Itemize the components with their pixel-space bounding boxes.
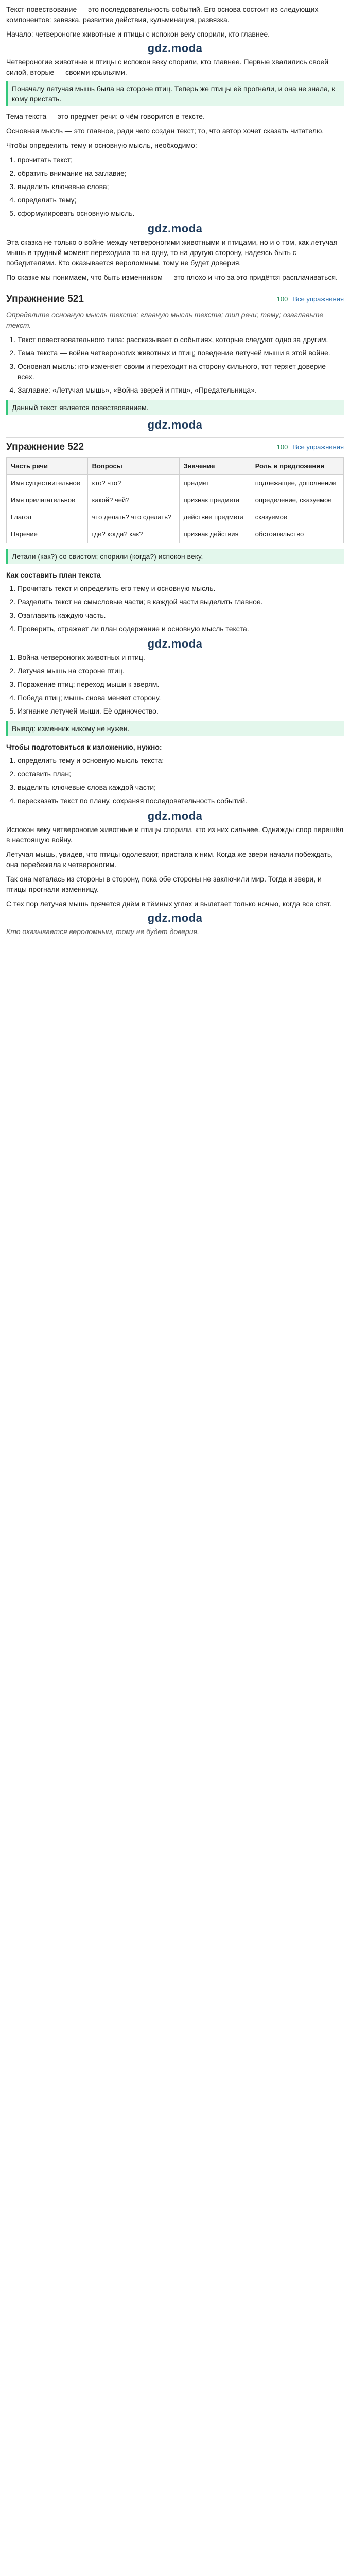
intro-paragraph: Текст-повествование — это последовательность событий. Его основа состоит из следующих компонентов: завязка, развитие действия, кульминация, развязка. [6,5,319,24]
table-cell: подлежащее, дополнение [251,475,343,492]
table-cell: кто? что? [87,475,179,492]
retell-label: Чтобы подготовиться к изложению, нужно: [6,743,162,751]
body-paragraph: Эта сказка не только о войне между четвероногими животными и птицами, но и о том, как летучая мышь в трудный момент переходила то на одну, то на другую сторону, надеясь быть с победителями. Кто оказывается вероломным, тому не будет доверия. [6,238,338,267]
watermark-logo: gdz.moda [147,42,203,55]
list-item: 3. выделить ключевые слова каждой части; [18,782,344,792]
intro-paragraph: Четвероногие животные и птицы с испокон веку спорили, кто главнее. Первые хвалились своей силой, вторые — своими крыльями. [6,58,329,76]
page [0,0,350,945]
list-item: 4. Заглавие: «Летучая мышь», «Война зверей и птиц», «Предательница». [18,385,344,395]
list-item: 1. определить тему и основную мысль текста; [18,755,344,766]
table-row [7,509,344,526]
column-header: Значение [179,458,251,475]
list-item: 2. обратить внимание на заглавие; [18,168,344,178]
steps-label: Чтобы определить тему и основную мысль, необходимо: [6,141,197,149]
like-count: 100 [276,295,288,303]
column-header: Роль в предложении [251,458,343,475]
list-item: 3. Поражение птиц; переход мыши к зверям. [18,679,344,689]
steps-list [6,155,344,218]
list-item: 2. Разделить текст на смысловые части; в каждой части выделить главное. [18,597,344,607]
table-cell: определение, сказуемое [251,492,343,509]
list-item: 5. Изгнание летучей мыши. Её одиночество. [18,706,344,716]
parts-of-speech-table [6,457,344,543]
list-item: 4. Победа птиц; мышь снова меняет сторону. [18,692,344,703]
retell-steps-list [6,755,344,806]
intro-paragraph: Начало: четвероногие животные и птицы с испокон веку спорили, кто главнее. [6,30,270,38]
exercise-task: Определите основную мысль текста; главную мысль текста; тип речи; тему; озаглавьте текст. [6,311,324,329]
table-row [7,475,344,492]
table-row [7,526,344,543]
highlight-box: Поначалу летучая мышь была на стороне птиц. Теперь же птицы её прогнали, и она не знала, к кому пристать. [6,81,344,106]
all-exercises-link[interactable]: Все упражнения [293,443,344,451]
table-cell: Имя существительное [7,475,88,492]
story-paragraph: Летучая мышь, увидев, что птицы одолевают, пристала к ним. Когда же звери начали побеждать, она перебежала к четвероногим. [6,850,334,869]
list-item: 1. Прочитать текст и определить его тему и основную мысль. [18,583,344,594]
main-idea-definition: Основная мысль — это главное, ради чего создан текст; то, что автор хочет сказать читателю. [6,127,324,135]
table-cell: где? когда? как? [87,526,179,543]
table-cell: что делать? что сделать? [87,509,179,526]
highlight-box: Летали (как?) со свистом; спорили (когда?) испокон веку. [6,549,344,564]
list-item: 3. Основная мысль: кто изменяет своим и переходит на сторону сильного, тот теряет доверие всех. [18,361,344,382]
table-header-row [7,458,344,475]
exercise-header [6,290,344,304]
exercise-meta [277,294,344,304]
exercise-title: Упражнение 521 [6,294,84,304]
list-item: 1. прочитать текст; [18,155,344,165]
table-cell: Имя прилагательное [7,492,88,509]
watermark-logo: gdz.moda [147,809,203,822]
list-item: 3. выделить ключевые слова; [18,181,344,192]
story-paragraph: Так она металась из стороны в сторону, пока обе стороны не заключили мир. Тогда и звери, и птицы прогнали изменницу. [6,875,322,893]
table-cell: Наречие [7,526,88,543]
table-cell: обстоятельство [251,526,343,543]
table-cell: признак действия [179,526,251,543]
highlight-box: Вывод: изменник никому не нужен. [6,721,344,736]
column-header: Часть речи [7,458,88,475]
table-cell: признак предмета [179,492,251,509]
watermark-logo: gdz.moda [147,637,203,650]
table-row [7,492,344,509]
body-paragraph: По сказке мы понимаем, что быть изменником — это плохо и что за это придётся расплачиваться. [6,273,338,281]
watermark-logo: gdz.moda [147,911,203,924]
story-paragraph: Испокон веку четвероногие животные и птицы спорили, кто из них сильнее. Однажды спор перешёл в настоящую войну. [6,825,344,844]
highlight-box: Данный текст является повествованием. [6,400,344,415]
list-item: 1. Текст повествовательного типа: рассказывает о событиях, которые следуют одно за другим. [18,334,344,345]
table-cell: действие предмета [179,509,251,526]
exercise-title: Упражнение 522 [6,442,84,452]
like-count: 100 [276,443,288,451]
table-cell: Глагол [7,509,88,526]
footer-note: Кто оказывается вероломным, тому не будет доверия. [6,927,199,936]
list-item: 2. составить план; [18,769,344,779]
intro-section [6,4,344,77]
table-cell: предмет [179,475,251,492]
answers-list [6,334,344,395]
list-item: 3. Озаглавить каждую часть. [18,610,344,620]
list-item: 2. Тема текста — война четвероногих животных и птиц; поведение летучей мыши в этой войне. [18,348,344,358]
exercise-meta [277,442,344,452]
all-exercises-link[interactable]: Все упражнения [293,295,344,303]
plan-steps-list [6,583,344,634]
list-item: 4. пересказать текст по плану, сохраняя последовательность событий. [18,795,344,806]
table-cell: сказуемое [251,509,343,526]
column-header: Вопросы [87,458,179,475]
story-paragraph: С тех пор летучая мышь прячется днём в тёмных углах и вылетает только ночью, когда все спят. [6,900,332,908]
list-item: 2. Летучая мышь на стороне птиц. [18,666,344,676]
exercise-header [6,437,344,452]
plan-items-list [6,652,344,716]
plan-title: Как составить план текста [6,571,101,579]
list-item: 1. Война четвероногих животных и птиц. [18,652,344,663]
theme-definition: Тема текста — это предмет речи; о чём говорится в тексте. [6,112,205,121]
list-item: 4. определить тему; [18,195,344,205]
watermark-logo: gdz.moda [147,418,203,431]
table-cell: какой? чей? [87,492,179,509]
list-item: 5. сформулировать основную мысль. [18,208,344,218]
list-item: 4. Проверить, отражает ли план содержание и основную мысль текста. [18,623,344,634]
watermark-logo: gdz.moda [147,222,203,235]
